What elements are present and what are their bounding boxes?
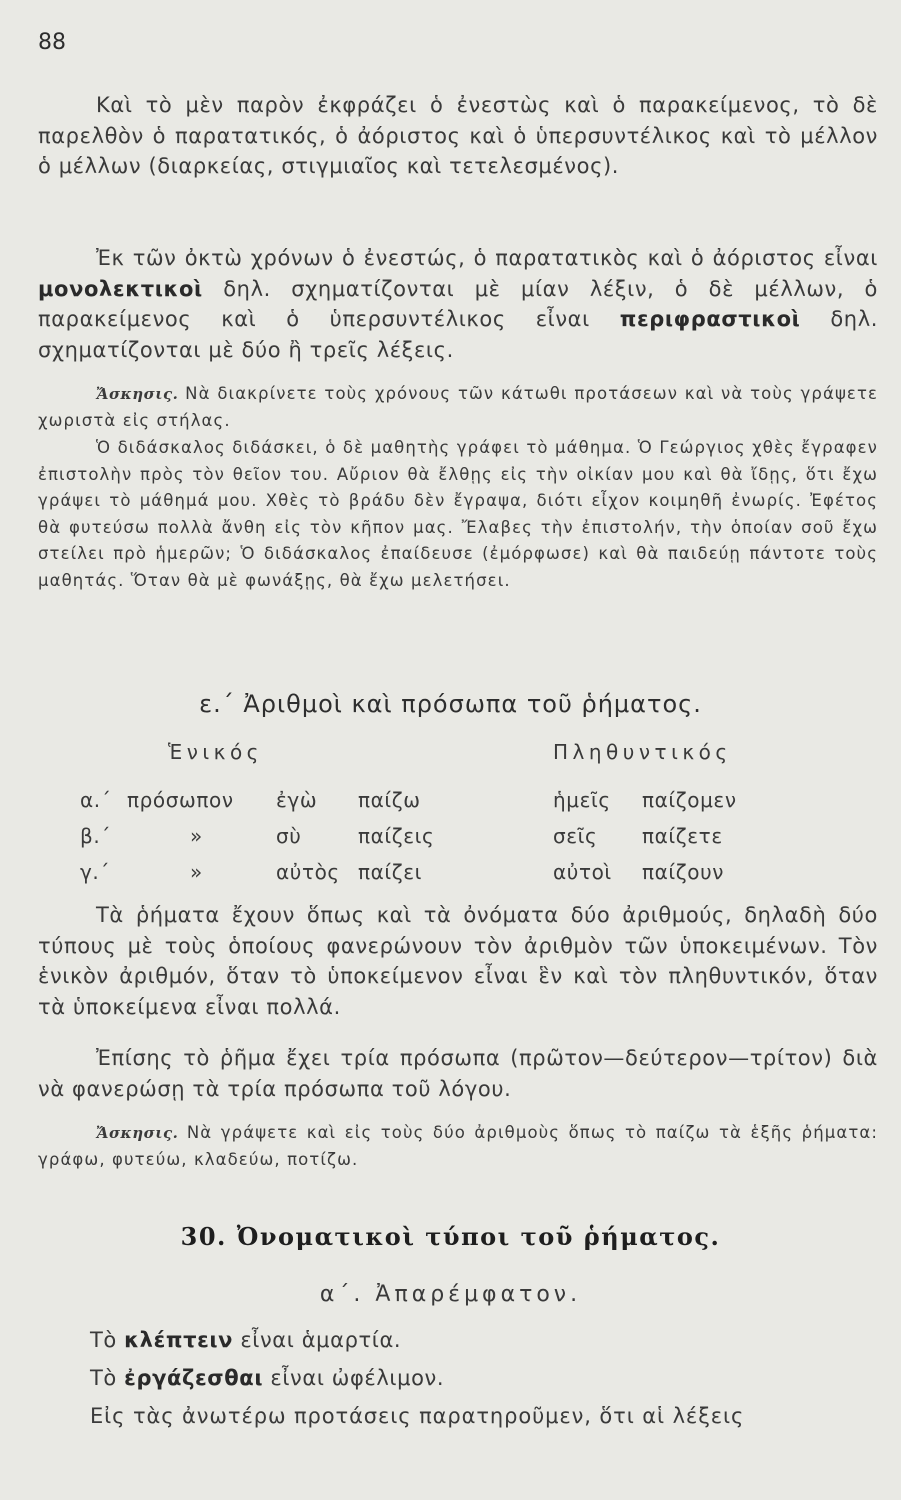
paragraph-persons: Ἐπίσης τὸ ῥῆμα ἔχει τρία πρόσωπα (πρῶτον—δεύτερον—τρίτον) διὰ νὰ φανερώσῃ τὰ τρία πρόσωπα τοῦ λόγου.: [38, 1046, 878, 1101]
singular-verb: παίζω: [358, 788, 421, 812]
term-perifrastikoi: περιφραστικοὶ: [619, 307, 801, 331]
exercise-2-head: Ἄσκησις.: [96, 1124, 179, 1142]
person-number: α.΄: [80, 788, 112, 812]
singular-heading: Ἑνικός: [168, 740, 263, 764]
singular-verb: παίζεις: [358, 824, 435, 848]
example-pre: Τὸ: [90, 1328, 125, 1352]
paragraph-mono-periphrastic: [38, 243, 878, 365]
paragraph-numbers: Τὰ ῥήματα ἔχουν ὅπως καὶ τὰ ὀνόματα δύο ἀριθμούς, δηλαδὴ δύο τύπους μὲ τοὺς ὁποίους φανερώνουν τὸν ἀριθμὸν τῶν ὑποκειμένων. Τὸν ἑνικὸν ἀριθμόν, ὅταν τὸ ὑποκείμενον εἶναι ἓν καὶ τὸν πληθυντικόν, ὅταν τὰ ὑποκείμενα εἶναι πολλά.: [38, 903, 878, 1019]
example-infinitive: ἐργάζεσθαι: [124, 1366, 264, 1390]
conjugation-row: [0, 788, 901, 818]
paragraph-tenses-meaning: Καὶ τὸ μὲν παρὸν ἐκφράζει ὁ ἐνεστὼς καὶ ὁ παρακείμενος, τὸ δὲ παρελθὸν ὁ παρατατικός, ὁ ἀόριστος καὶ ὁ ὑπερσυντέλικος καὶ τὸ μέλλον ὁ μέλλων (διαρκείας, στιγμιαῖος καὶ τετελεσμένος).: [38, 93, 878, 178]
person-number: β.΄: [80, 824, 111, 848]
para2-text-1: Ἐκ τῶν ὀκτὼ χρόνων ὁ ἐνεστώς, ὁ παρατατικὸς καὶ ὁ ἀόριστος εἶναι: [96, 246, 878, 270]
person-label: πρόσωπον: [127, 788, 234, 812]
plural-pronoun: αὐτοὶ: [553, 860, 612, 884]
person-label: »: [190, 860, 203, 884]
exercise-2-instruction: [38, 1120, 878, 1173]
singular-pronoun: αὐτὸς: [276, 860, 340, 884]
final-line: Εἰς τὰς ἀνωτέρω προτάσεις παρατηροῦμεν, ὅτι αἱ λέξεις: [90, 1404, 745, 1428]
term-monolektikoi: μονολεκτικοὶ: [38, 276, 203, 301]
example-post: εἶναι ἁμαρτία.: [233, 1328, 402, 1352]
para2-text-3: δηλ. σχηματίζονται μὲ δύο ἢ τρεῖς λέξεις.: [38, 307, 878, 362]
page-number: 88: [38, 30, 66, 55]
plural-verb: παίζομεν: [642, 788, 737, 812]
para2-text-2: δηλ. σχηματίζονται μὲ μίαν λέξιν, ὁ δὲ μέλλων, ὁ παρακείμενος καὶ ὁ ὑπερσυντέλικος εἶναι: [38, 276, 878, 331]
singular-pronoun: σὺ: [276, 824, 302, 848]
exercise-2-text: Νὰ γράψετε καὶ εἰς τοὺς δύο ἀριθμοὺς ὅπως τὸ παίζω τὰ ἑξῆς ῥήματα: γράφω, φυτεύω, κλαδεύω, ποτίζω.: [38, 1123, 878, 1169]
exercise-1-head: Ἄσκησις.: [96, 385, 179, 403]
example-infinitive: κλέπτειν: [124, 1328, 234, 1352]
exercise-1-sentences: Ὁ διδάσκαλος διδάσκει, ὁ δὲ μαθητὴς γράφει τὸ μάθημα. Ὁ Γεώργιος χθὲς ἔγραφεν ἐπιστολὴν πρὸς τὸν θεῖον του. Αὔριον θὰ ἔλθῃς εἰς τὴν οἰκίαν μου καὶ θὰ ἴδῃς, ὅτι ἔχω γράψει τὸ μάθημά μου. Χθὲς τὸ βράδυ δὲν ἔγραψα, διότι εἶχον κοιμηθῆ ἐνωρίς. Ἐφέτος θὰ φυτεύσω πολλὰ ἄνθη εἰς τὸν κῆπον μας. Ἔλαβες τὴν ἐπιστολήν, τὴν ὁποίαν σοῦ ἔχω στείλει πρὸ ἡμερῶν; Ὁ διδάσκαλος ἐπαίδευσε (ἐμόρφωσε) καὶ θὰ παιδεύῃ πάντοτε τοὺς μαθητάς. Ὅταν θὰ μὲ φωνάξῃς, θὰ ἔχω μελετήσει.: [38, 438, 878, 590]
example-line: [90, 1328, 401, 1352]
plural-pronoun: ἡμεῖς: [553, 788, 611, 812]
example-line: [90, 1366, 444, 1390]
conjugation-row: [0, 824, 901, 854]
person-number: γ.΄: [80, 860, 110, 884]
section-30-title: 30. Ὀνοματικοὶ τύποι τοῦ ῥήματος.: [180, 1222, 721, 1251]
plural-heading: Πληθυντικός: [553, 740, 732, 764]
plural-verb: παίζετε: [642, 824, 723, 848]
section-30-subtitle: α΄. Ἀπαρέμφατον.: [319, 1282, 582, 1307]
section-e-title: ε.΄ Ἀριθμοὶ καὶ πρόσωπα τοῦ ῥήματος.: [199, 690, 702, 718]
plural-pronoun: σεῖς: [553, 824, 598, 848]
plural-verb: παίζουν: [642, 860, 725, 884]
example-pre: Τὸ: [90, 1366, 125, 1390]
exercise-1-text: Νὰ διακρίνετε τοὺς χρόνους τῶν κάτωθι προτάσεων καὶ νὰ τοὺς γράψετε χωριστὰ εἰς στήλας.: [38, 384, 878, 430]
singular-verb: παίζει: [358, 860, 423, 884]
example-post: εἶναι ὠφέλιμον.: [263, 1366, 445, 1390]
exercise-1-instruction: [38, 381, 878, 434]
person-label: »: [190, 824, 203, 848]
singular-pronoun: ἐγὼ: [276, 788, 318, 812]
conjugation-row: [0, 860, 901, 890]
